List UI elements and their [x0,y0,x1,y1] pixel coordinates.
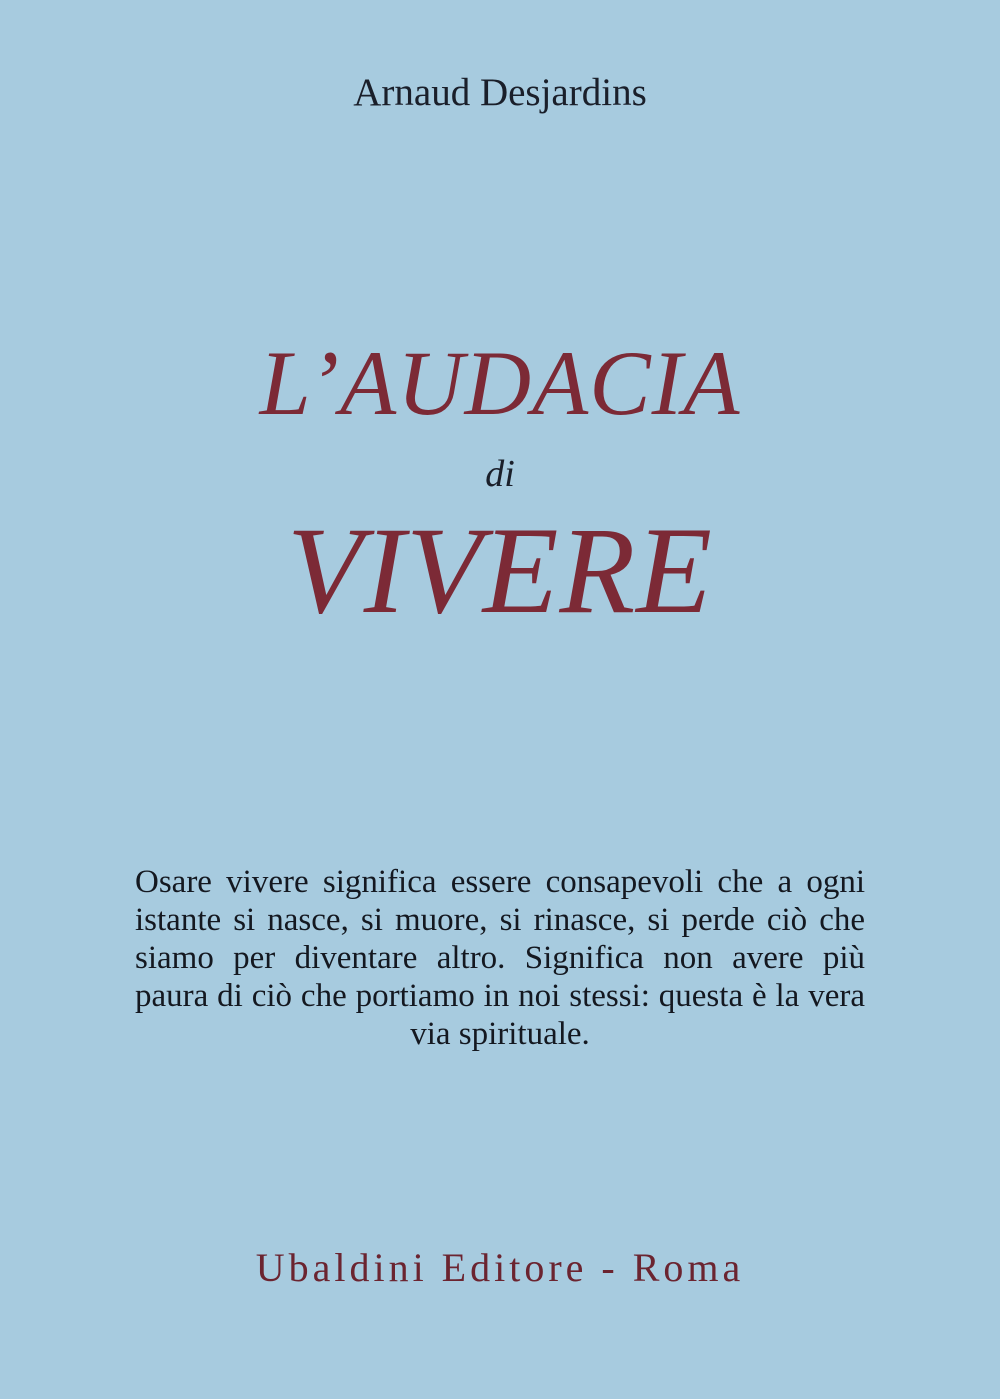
title-line-2: VIVERE [286,502,713,639]
publisher-name: Ubaldini Editore - Roma [255,1245,745,1290]
title-connector: di [485,453,515,495]
author-name: Arnaud Desjardins [353,71,647,114]
title-line-1: L’AUDACIA [259,332,741,434]
cover-blurb: Osare vivere significa essere consapevoli che a ogni istante si nasce, si muore, si rinasce, si perde ciò che siamo per diventare altro. Significa non avere più paura di ciò che portiamo in noi stessi: questa è la vera via spirituale. [135,864,865,1052]
